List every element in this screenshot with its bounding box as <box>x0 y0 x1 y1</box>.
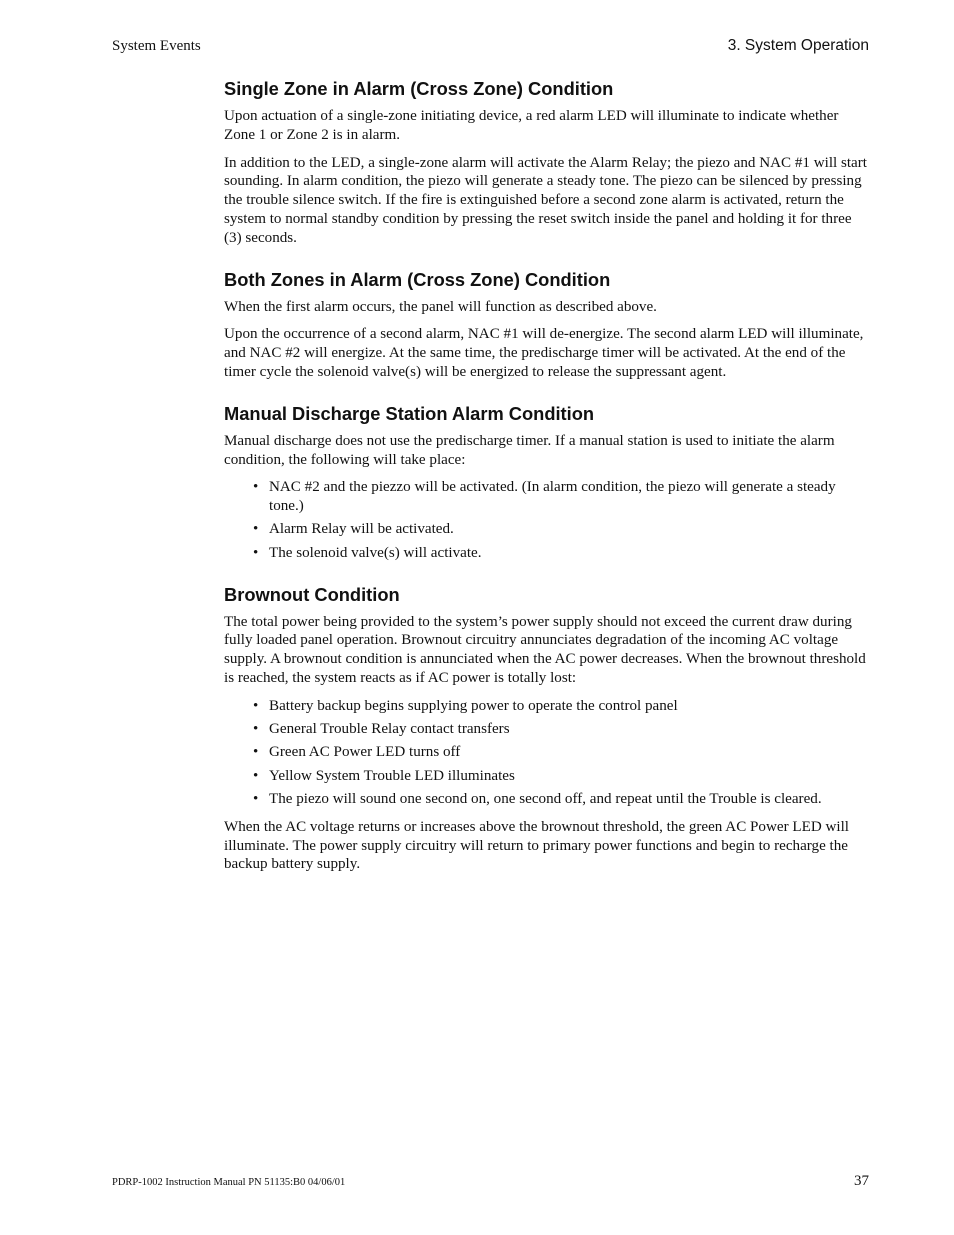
paragraph: The total power being provided to the system’s power supply should not exceed the current draw during fully loaded panel operation. Brownout circuitry annunciates degradation of the incoming AC voltage supply. A brownout condition is annunciated when the AC power decreases. When the brownout threshold is reached, the system reacts as if AC power is totally lost: <box>224 613 866 686</box>
list-item: • NAC #2 and the piezzo will be activated. (In alarm condition, the piezo will generate a steady tone.) <box>224 478 870 516</box>
running-header-left: System Events <box>112 38 201 54</box>
section-title-both-zones: Both Zones in Alarm (Cross Zone) Condition <box>224 268 611 290</box>
section-title-single-zone: Single Zone in Alarm (Cross Zone) Condition <box>224 78 614 99</box>
paragraph: When the AC voltage returns or increases above the brownout threshold, the green AC Power LED will illuminate. The power supply circuitry will return to primary power functions and begin to recharge the backup battery supply. <box>224 818 849 873</box>
page-number: 37 <box>854 1173 869 1189</box>
paragraph: Upon actuation of a single-zone initiating device, a red alarm LED will illuminate to indicate whether Zone 1 or Zone 2 is in alarm. <box>224 108 839 143</box>
paragraph: When the first alarm occurs, the panel will function as described above. <box>224 298 657 315</box>
bullet-list-brownout <box>224 697 870 809</box>
list-item: • Yellow System Trouble LED illuminates <box>224 767 870 786</box>
list-item: • Alarm Relay will be activated. <box>224 520 870 539</box>
bullet-list-manual-discharge <box>224 478 870 562</box>
running-header-right: 3. System Operation <box>727 37 869 54</box>
paragraph: In addition to the LED, a single-zone alarm will activate the Alarm Relay; the piezo and NAC #1 will start sounding. In alarm condition, the piezo will generate a steady tone. The piezo can be silenced by pressing the trouble silence switch. If the fire is extinguished before a second zone alarm is activated, return the system to normal standby condition by pressing the reset switch inside the panel and holding it for three (3) seconds. <box>224 154 867 246</box>
list-item: • The piezo will sound one second on, one second off, and repeat until the Trouble is cleared. <box>224 790 870 809</box>
list-item: • Green AC Power LED turns off <box>224 743 870 762</box>
paragraph: Upon the occurrence of a second alarm, NAC #1 will de-energize. The second alarm LED will illuminate, and NAC #2 will energize. At the same time, the predischarge timer will be activated. At the end of the timer cycle the solenoid valve(s) will be energized to release the suppressant agent. <box>224 326 864 380</box>
section-title-brownout: Brownout Condition <box>224 583 400 605</box>
paragraph: Manual discharge does not use the predischarge timer. If a manual station is used to initiate the alarm condition, the following will take place: <box>224 432 835 468</box>
section-title-manual-discharge: Manual Discharge Station Alarm Condition <box>224 402 595 424</box>
list-item: • General Trouble Relay contact transfers <box>224 720 870 739</box>
list-item: • The solenoid valve(s) will activate. <box>224 544 870 563</box>
page-body <box>224 78 870 883</box>
list-item: • Battery backup begins supplying power to operate the control panel <box>224 697 870 716</box>
footer-document-id: PDRP-1002 Instruction Manual PN 51135:B0 04/06/01 <box>112 1177 346 1188</box>
